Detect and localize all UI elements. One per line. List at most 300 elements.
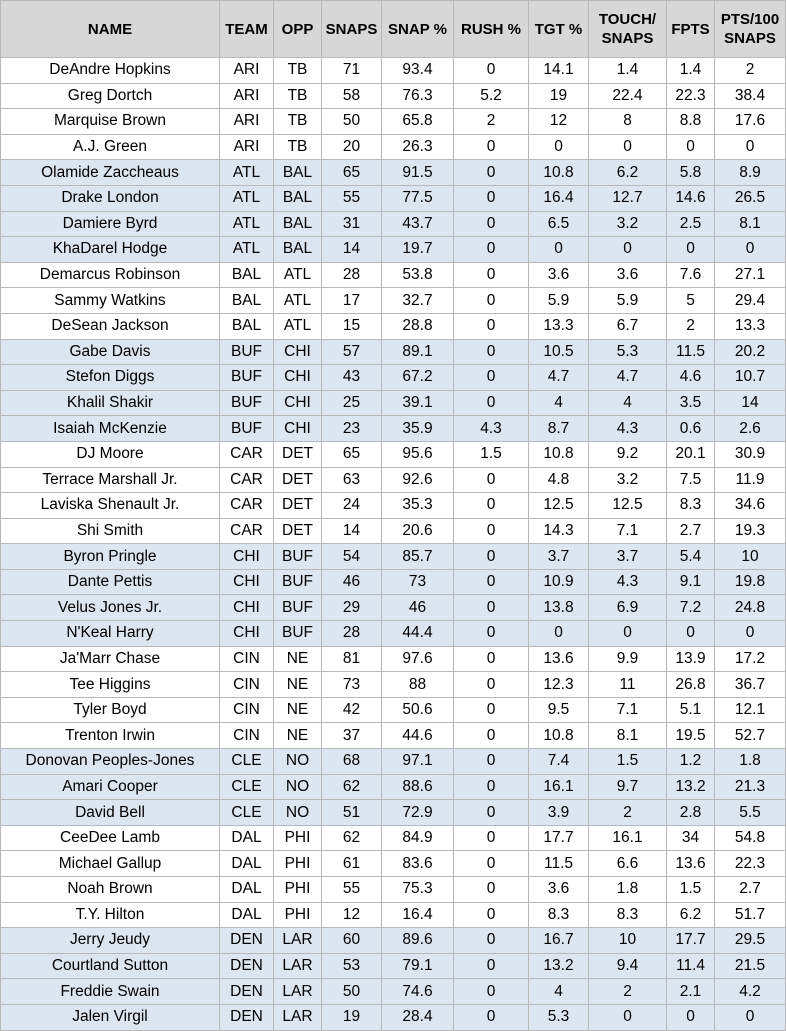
cell-snap-pct: 16.4 [382, 902, 454, 928]
cell-snap-pct: 88 [382, 672, 454, 698]
cell-pts-per-100: 34.6 [715, 493, 786, 519]
cell-touch-snaps: 6.6 [589, 851, 667, 877]
cell-name: Amari Cooper [1, 774, 220, 800]
cell-fpts: 1.5 [667, 877, 715, 903]
cell-name: KhaDarel Hodge [1, 237, 220, 263]
cell-pts-per-100: 8.9 [715, 160, 786, 186]
cell-fpts: 2.7 [667, 518, 715, 544]
table-row [1, 211, 786, 237]
cell-touch-snaps: 5.9 [589, 288, 667, 314]
cell-snaps: 65 [322, 441, 382, 467]
cell-pts-per-100: 52.7 [715, 723, 786, 749]
cell-touch-snaps: 4.7 [589, 365, 667, 391]
table-row [1, 877, 786, 903]
cell-opp: DET [274, 441, 322, 467]
cell-team: CAR [220, 518, 274, 544]
header-fpts: FPTS [667, 1, 715, 58]
cell-snaps: 14 [322, 518, 382, 544]
cell-touch-snaps: 9.9 [589, 646, 667, 672]
cell-opp: ATL [274, 262, 322, 288]
cell-touch-snaps: 22.4 [589, 83, 667, 109]
cell-name: N'Keal Harry [1, 621, 220, 647]
cell-tgt-pct: 3.7 [529, 544, 589, 570]
cell-team: DAL [220, 877, 274, 903]
cell-rush-pct: 0 [454, 518, 529, 544]
header-row [1, 1, 786, 58]
cell-touch-snaps: 6.7 [589, 313, 667, 339]
cell-touch-snaps: 1.4 [589, 58, 667, 84]
cell-tgt-pct: 17.7 [529, 825, 589, 851]
cell-team: CAR [220, 493, 274, 519]
cell-snaps: 53 [322, 953, 382, 979]
table-row [1, 441, 786, 467]
cell-fpts: 5.8 [667, 160, 715, 186]
cell-rush-pct: 0 [454, 774, 529, 800]
table-row [1, 1004, 786, 1030]
table-row [1, 313, 786, 339]
cell-snaps: 20 [322, 134, 382, 160]
table-row [1, 851, 786, 877]
cell-opp: LAR [274, 928, 322, 954]
table-row [1, 493, 786, 519]
cell-snap-pct: 79.1 [382, 953, 454, 979]
cell-tgt-pct: 4.7 [529, 365, 589, 391]
cell-pts-per-100: 17.6 [715, 109, 786, 135]
table-row [1, 928, 786, 954]
cell-pts-per-100: 1.8 [715, 749, 786, 775]
cell-team: CHI [220, 621, 274, 647]
cell-snap-pct: 39.1 [382, 390, 454, 416]
cell-touch-snaps: 6.9 [589, 595, 667, 621]
cell-opp: TB [274, 58, 322, 84]
cell-snaps: 65 [322, 160, 382, 186]
cell-name: Freddie Swain [1, 979, 220, 1005]
cell-fpts: 13.6 [667, 851, 715, 877]
cell-fpts: 14.6 [667, 185, 715, 211]
cell-touch-snaps: 3.7 [589, 544, 667, 570]
cell-tgt-pct: 5.3 [529, 1004, 589, 1030]
cell-tgt-pct: 14.3 [529, 518, 589, 544]
cell-opp: CHI [274, 365, 322, 391]
cell-name: Jerry Jeudy [1, 928, 220, 954]
header-name: NAME [1, 1, 220, 58]
cell-fpts: 7.2 [667, 595, 715, 621]
cell-touch-snaps: 3.2 [589, 467, 667, 493]
cell-tgt-pct: 16.1 [529, 774, 589, 800]
table-row [1, 365, 786, 391]
cell-team: BAL [220, 262, 274, 288]
cell-team: BAL [220, 313, 274, 339]
cell-snaps: 71 [322, 58, 382, 84]
cell-pts-per-100: 14 [715, 390, 786, 416]
cell-pts-per-100: 17.2 [715, 646, 786, 672]
cell-pts-per-100: 36.7 [715, 672, 786, 698]
cell-name: Laviska Shenault Jr. [1, 493, 220, 519]
cell-snap-pct: 88.6 [382, 774, 454, 800]
cell-team: CAR [220, 441, 274, 467]
cell-opp: NE [274, 646, 322, 672]
cell-pts-per-100: 10 [715, 544, 786, 570]
table-row [1, 160, 786, 186]
cell-rush-pct: 0 [454, 1004, 529, 1030]
header-touch-snaps: TOUCH/ SNAPS [589, 1, 667, 58]
cell-snaps: 73 [322, 672, 382, 698]
cell-name: Noah Brown [1, 877, 220, 903]
cell-snaps: 15 [322, 313, 382, 339]
table-row [1, 825, 786, 851]
cell-tgt-pct: 3.6 [529, 262, 589, 288]
table-row [1, 621, 786, 647]
table-row [1, 723, 786, 749]
cell-opp: BAL [274, 160, 322, 186]
cell-snap-pct: 67.2 [382, 365, 454, 391]
cell-name: Ja'Marr Chase [1, 646, 220, 672]
cell-snap-pct: 19.7 [382, 237, 454, 263]
cell-team: ARI [220, 134, 274, 160]
cell-snap-pct: 35.3 [382, 493, 454, 519]
cell-snaps: 57 [322, 339, 382, 365]
cell-team: CLE [220, 774, 274, 800]
cell-tgt-pct: 8.3 [529, 902, 589, 928]
table-row [1, 185, 786, 211]
cell-tgt-pct: 3.6 [529, 877, 589, 903]
table-row [1, 390, 786, 416]
cell-rush-pct: 0 [454, 928, 529, 954]
cell-tgt-pct: 10.8 [529, 441, 589, 467]
cell-tgt-pct: 3.9 [529, 800, 589, 826]
cell-name: Trenton Irwin [1, 723, 220, 749]
cell-team: ARI [220, 109, 274, 135]
cell-opp: BAL [274, 211, 322, 237]
cell-name: Drake London [1, 185, 220, 211]
cell-rush-pct: 0 [454, 595, 529, 621]
cell-pts-per-100: 24.8 [715, 595, 786, 621]
table-row [1, 595, 786, 621]
cell-snap-pct: 32.7 [382, 288, 454, 314]
cell-tgt-pct: 4.8 [529, 467, 589, 493]
cell-pts-per-100: 8.1 [715, 211, 786, 237]
cell-rush-pct: 0 [454, 467, 529, 493]
cell-name: Byron Pringle [1, 544, 220, 570]
cell-touch-snaps: 12.5 [589, 493, 667, 519]
cell-rush-pct: 0 [454, 953, 529, 979]
cell-team: CIN [220, 672, 274, 698]
cell-snaps: 81 [322, 646, 382, 672]
cell-opp: LAR [274, 1004, 322, 1030]
cell-tgt-pct: 12 [529, 109, 589, 135]
cell-fpts: 5.4 [667, 544, 715, 570]
cell-snap-pct: 97.1 [382, 749, 454, 775]
cell-rush-pct: 0 [454, 237, 529, 263]
cell-fpts: 8.8 [667, 109, 715, 135]
cell-pts-per-100: 2.6 [715, 416, 786, 442]
cell-team: CLE [220, 800, 274, 826]
cell-rush-pct: 0 [454, 825, 529, 851]
cell-rush-pct: 0 [454, 339, 529, 365]
cell-fpts: 0 [667, 237, 715, 263]
cell-rush-pct: 2 [454, 109, 529, 135]
cell-tgt-pct: 16.7 [529, 928, 589, 954]
cell-opp: CHI [274, 339, 322, 365]
cell-pts-per-100: 2.7 [715, 877, 786, 903]
cell-team: BUF [220, 339, 274, 365]
cell-opp: DET [274, 467, 322, 493]
cell-name: DeAndre Hopkins [1, 58, 220, 84]
cell-touch-snaps: 9.4 [589, 953, 667, 979]
table-row [1, 416, 786, 442]
cell-team: DAL [220, 902, 274, 928]
cell-opp: TB [274, 134, 322, 160]
cell-rush-pct: 0 [454, 493, 529, 519]
cell-fpts: 17.7 [667, 928, 715, 954]
cell-pts-per-100: 21.5 [715, 953, 786, 979]
cell-snap-pct: 35.9 [382, 416, 454, 442]
cell-rush-pct: 0 [454, 646, 529, 672]
cell-team: DEN [220, 979, 274, 1005]
cell-fpts: 7.5 [667, 467, 715, 493]
cell-fpts: 0 [667, 621, 715, 647]
cell-tgt-pct: 11.5 [529, 851, 589, 877]
header-tgt-pct: TGT % [529, 1, 589, 58]
table-row [1, 262, 786, 288]
cell-rush-pct: 0 [454, 185, 529, 211]
cell-opp: NO [274, 749, 322, 775]
cell-team: BUF [220, 365, 274, 391]
table-row [1, 749, 786, 775]
cell-rush-pct: 0 [454, 134, 529, 160]
cell-rush-pct: 5.2 [454, 83, 529, 109]
cell-pts-per-100: 11.9 [715, 467, 786, 493]
cell-team: CLE [220, 749, 274, 775]
cell-team: DEN [220, 928, 274, 954]
cell-snaps: 19 [322, 1004, 382, 1030]
cell-tgt-pct: 4 [529, 979, 589, 1005]
cell-touch-snaps: 16.1 [589, 825, 667, 851]
cell-pts-per-100: 0 [715, 621, 786, 647]
cell-snap-pct: 28.8 [382, 313, 454, 339]
cell-touch-snaps: 0 [589, 1004, 667, 1030]
table-row [1, 467, 786, 493]
cell-fpts: 19.5 [667, 723, 715, 749]
cell-snap-pct: 97.6 [382, 646, 454, 672]
cell-pts-per-100: 29.5 [715, 928, 786, 954]
cell-rush-pct: 0 [454, 672, 529, 698]
header-pts-per-100: PTS/100 SNAPS [715, 1, 786, 58]
cell-rush-pct: 0 [454, 697, 529, 723]
cell-opp: CHI [274, 390, 322, 416]
cell-team: DEN [220, 1004, 274, 1030]
cell-tgt-pct: 10.8 [529, 160, 589, 186]
cell-tgt-pct: 6.5 [529, 211, 589, 237]
cell-team: CHI [220, 595, 274, 621]
cell-rush-pct: 0 [454, 544, 529, 570]
cell-opp: BAL [274, 237, 322, 263]
cell-opp: ATL [274, 288, 322, 314]
cell-tgt-pct: 12.3 [529, 672, 589, 698]
cell-name: Isaiah McKenzie [1, 416, 220, 442]
cell-snaps: 24 [322, 493, 382, 519]
cell-tgt-pct: 10.9 [529, 569, 589, 595]
table-row [1, 646, 786, 672]
cell-rush-pct: 0 [454, 723, 529, 749]
cell-snaps: 23 [322, 416, 382, 442]
table-row [1, 569, 786, 595]
cell-team: BUF [220, 390, 274, 416]
cell-team: DAL [220, 825, 274, 851]
cell-snaps: 28 [322, 262, 382, 288]
cell-snaps: 43 [322, 365, 382, 391]
header-rush-pct: RUSH % [454, 1, 529, 58]
table-row [1, 672, 786, 698]
cell-team: ATL [220, 237, 274, 263]
table-row [1, 544, 786, 570]
cell-snaps: 55 [322, 877, 382, 903]
cell-team: CIN [220, 697, 274, 723]
cell-tgt-pct: 10.8 [529, 723, 589, 749]
cell-tgt-pct: 16.4 [529, 185, 589, 211]
cell-name: T.Y. Hilton [1, 902, 220, 928]
cell-tgt-pct: 14.1 [529, 58, 589, 84]
cell-fpts: 4.6 [667, 365, 715, 391]
cell-snaps: 50 [322, 109, 382, 135]
cell-opp: DET [274, 518, 322, 544]
cell-rush-pct: 0 [454, 749, 529, 775]
cell-rush-pct: 0 [454, 288, 529, 314]
cell-pts-per-100: 4.2 [715, 979, 786, 1005]
cell-tgt-pct: 19 [529, 83, 589, 109]
cell-touch-snaps: 2 [589, 979, 667, 1005]
cell-snap-pct: 20.6 [382, 518, 454, 544]
cell-pts-per-100: 21.3 [715, 774, 786, 800]
cell-name: Velus Jones Jr. [1, 595, 220, 621]
cell-fpts: 7.6 [667, 262, 715, 288]
cell-touch-snaps: 6.2 [589, 160, 667, 186]
cell-name: Terrace Marshall Jr. [1, 467, 220, 493]
cell-pts-per-100: 0 [715, 237, 786, 263]
table-row [1, 339, 786, 365]
cell-name: Sammy Watkins [1, 288, 220, 314]
cell-snap-pct: 89.6 [382, 928, 454, 954]
cell-name: Gabe Davis [1, 339, 220, 365]
cell-rush-pct: 0 [454, 800, 529, 826]
table-row [1, 58, 786, 84]
cell-snap-pct: 75.3 [382, 877, 454, 903]
cell-team: CHI [220, 569, 274, 595]
cell-touch-snaps: 0 [589, 621, 667, 647]
cell-rush-pct: 0 [454, 877, 529, 903]
table-row [1, 902, 786, 928]
cell-name: Jalen Virgil [1, 1004, 220, 1030]
cell-snap-pct: 84.9 [382, 825, 454, 851]
cell-snaps: 62 [322, 825, 382, 851]
cell-name: Olamide Zaccheaus [1, 160, 220, 186]
cell-team: DEN [220, 953, 274, 979]
cell-opp: NE [274, 697, 322, 723]
cell-pts-per-100: 2 [715, 58, 786, 84]
cell-pts-per-100: 19.3 [715, 518, 786, 544]
cell-tgt-pct: 13.8 [529, 595, 589, 621]
cell-fpts: 13.9 [667, 646, 715, 672]
cell-opp: PHI [274, 825, 322, 851]
cell-fpts: 2 [667, 313, 715, 339]
header-opp: OPP [274, 1, 322, 58]
cell-rush-pct: 0 [454, 313, 529, 339]
cell-pts-per-100: 0 [715, 1004, 786, 1030]
cell-touch-snaps: 7.1 [589, 697, 667, 723]
cell-touch-snaps: 9.2 [589, 441, 667, 467]
cell-fpts: 2.5 [667, 211, 715, 237]
cell-snaps: 37 [322, 723, 382, 749]
cell-tgt-pct: 4 [529, 390, 589, 416]
cell-opp: BUF [274, 595, 322, 621]
cell-snaps: 25 [322, 390, 382, 416]
cell-fpts: 26.8 [667, 672, 715, 698]
cell-rush-pct: 1.5 [454, 441, 529, 467]
cell-fpts: 3.5 [667, 390, 715, 416]
table-row [1, 953, 786, 979]
cell-name: Demarcus Robinson [1, 262, 220, 288]
cell-team: CIN [220, 646, 274, 672]
cell-snap-pct: 76.3 [382, 83, 454, 109]
table-row [1, 288, 786, 314]
cell-team: ATL [220, 211, 274, 237]
cell-fpts: 5 [667, 288, 715, 314]
cell-tgt-pct: 12.5 [529, 493, 589, 519]
cell-opp: BAL [274, 185, 322, 211]
cell-snaps: 60 [322, 928, 382, 954]
cell-name: Damiere Byrd [1, 211, 220, 237]
table-row [1, 800, 786, 826]
cell-team: BUF [220, 416, 274, 442]
cell-team: CAR [220, 467, 274, 493]
cell-opp: BUF [274, 544, 322, 570]
cell-snap-pct: 44.4 [382, 621, 454, 647]
cell-rush-pct: 4.3 [454, 416, 529, 442]
cell-opp: LAR [274, 953, 322, 979]
cell-name: Greg Dortch [1, 83, 220, 109]
cell-rush-pct: 0 [454, 851, 529, 877]
cell-touch-snaps: 10 [589, 928, 667, 954]
cell-snaps: 29 [322, 595, 382, 621]
cell-tgt-pct: 0 [529, 134, 589, 160]
cell-name: A.J. Green [1, 134, 220, 160]
cell-team: ARI [220, 83, 274, 109]
cell-tgt-pct: 7.4 [529, 749, 589, 775]
cell-pts-per-100: 51.7 [715, 902, 786, 928]
cell-snaps: 50 [322, 979, 382, 1005]
table-row [1, 518, 786, 544]
cell-snap-pct: 85.7 [382, 544, 454, 570]
cell-pts-per-100: 5.5 [715, 800, 786, 826]
cell-snap-pct: 72.9 [382, 800, 454, 826]
cell-touch-snaps: 8 [589, 109, 667, 135]
cell-snaps: 58 [322, 83, 382, 109]
cell-touch-snaps: 4.3 [589, 416, 667, 442]
cell-tgt-pct: 0 [529, 237, 589, 263]
cell-touch-snaps: 3.2 [589, 211, 667, 237]
cell-snap-pct: 53.8 [382, 262, 454, 288]
cell-rush-pct: 0 [454, 160, 529, 186]
cell-opp: BUF [274, 569, 322, 595]
cell-fpts: 0 [667, 134, 715, 160]
cell-snaps: 54 [322, 544, 382, 570]
cell-pts-per-100: 20.2 [715, 339, 786, 365]
cell-snaps: 14 [322, 237, 382, 263]
cell-fpts: 1.4 [667, 58, 715, 84]
cell-team: ATL [220, 160, 274, 186]
cell-rush-pct: 0 [454, 979, 529, 1005]
cell-snap-pct: 65.8 [382, 109, 454, 135]
